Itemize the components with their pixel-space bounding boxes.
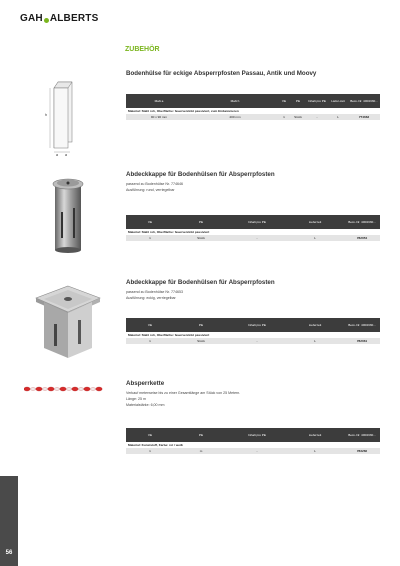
width-label-a: a — [56, 153, 58, 157]
material-row: Material: Stahl roh, Oberfläche: feuerverzinkt passiviert, zum Einbetonieren — [126, 108, 380, 114]
col-header: Best.-Nr. 4004330... — [344, 318, 380, 332]
cell: L — [286, 338, 344, 344]
cell: L — [286, 448, 344, 454]
cell: Stück — [290, 114, 306, 120]
desc-line: Ausführung: rund, verriegelbar — [126, 188, 175, 192]
cell: L — [328, 114, 348, 120]
article-number: 783266 — [344, 448, 380, 454]
article-number: 782054 — [344, 235, 380, 241]
article-number: 774663 — [348, 114, 380, 120]
cell: - — [228, 338, 286, 344]
col-header: PE — [174, 215, 228, 229]
col-header: Lieferzeit — [286, 318, 344, 332]
cell: - — [306, 114, 328, 120]
col-header: Inhalt pro PE — [228, 428, 286, 442]
chain-link — [36, 387, 42, 391]
material-row: Material: Stahl roh, Oberfläche: feuerverzinkt passiviert — [126, 229, 380, 235]
cell: Stück — [174, 338, 228, 344]
table-row — [126, 114, 380, 120]
col-header: Liefer-zeit — [328, 94, 348, 108]
col-header: VE — [278, 94, 290, 108]
cell: m — [174, 448, 228, 454]
table-header-row — [126, 215, 380, 229]
chain-link — [90, 388, 96, 390]
col-header: Best.-Nr. 4004330... — [348, 94, 380, 108]
logo-dot-icon — [44, 18, 49, 23]
col-header: Lieferzeit — [286, 215, 344, 229]
chain-link — [48, 387, 54, 391]
col-header: VE — [126, 215, 174, 229]
col-header: VE — [126, 428, 174, 442]
col-header: PE — [174, 428, 228, 442]
col-header: Inhalt pro PE — [228, 215, 286, 229]
product-title-ground-sleeve: Bodenhülse für eckige Absperrpfosten Passau, Antik und Moovy — [126, 70, 317, 77]
cell: 1 — [126, 338, 174, 344]
material-row: Material: Stahl roh, Oberfläche: feuerverzinkt passiviert — [126, 332, 380, 338]
table-header-row — [126, 428, 380, 442]
material-row: Material: Kunststoff, Farbe: rot / weiß — [126, 442, 380, 448]
chain-link — [96, 387, 102, 391]
cell: 1 — [126, 448, 174, 454]
chain-link — [60, 387, 66, 391]
table-row — [126, 448, 380, 454]
chain-link — [78, 388, 84, 390]
height-label: h — [45, 113, 47, 117]
desc-line: passend zu Bodenhülse Nr. 774646 — [126, 182, 183, 186]
cell: - — [228, 235, 286, 241]
cell: 90 x 90 mm — [126, 114, 192, 120]
cell: - — [228, 448, 286, 454]
logo-text-gah: GAH — [20, 12, 43, 24]
product-desc-square-cap — [126, 289, 183, 301]
col-header: Maß h — [192, 94, 278, 108]
desc-line: Verkauf meterweise bis zu einer Gesamtlänge am Stück von 25 Metern. — [126, 391, 241, 395]
cell: Stück — [174, 235, 228, 241]
cell: 1 — [278, 114, 290, 120]
cell: 400 mm — [192, 114, 278, 120]
product-desc-round-cap — [126, 181, 183, 193]
table-row — [126, 235, 380, 241]
col-header: Inhalt pro PE — [306, 94, 328, 108]
col-header: VE — [126, 318, 174, 332]
col-header: Maß a — [126, 94, 192, 108]
brand-logo — [20, 12, 98, 24]
table-header-row — [126, 94, 380, 108]
col-header: Best.-Nr. 4004330... — [344, 428, 380, 442]
chain-link — [66, 388, 72, 390]
product-title-chain: Absperrkette — [126, 380, 165, 387]
product-table-round-cap — [126, 215, 380, 241]
col-header: PE — [290, 94, 306, 108]
ground-sleeve-drawing — [40, 80, 90, 160]
desc-line: Länge: 25 m — [126, 397, 146, 401]
logo-text-alberts: ALBERTS — [49, 12, 99, 24]
col-header: Inhalt pro PE — [228, 318, 286, 332]
round-cap-image — [43, 172, 93, 254]
cell: 1 — [126, 235, 174, 241]
product-table-ground-sleeve — [126, 94, 380, 120]
product-title-round-cap: Abdeckkappe für Bodenhülsen für Absperrpfosten — [126, 171, 275, 178]
desc-line: Ausführung: eckig, verriegelbar — [126, 296, 176, 300]
width-label-b: a — [65, 153, 67, 157]
chain-link — [24, 387, 30, 391]
col-header: Best.-Nr. 4004330... — [344, 215, 380, 229]
article-number: 782061 — [344, 338, 380, 344]
section-title: ZUBEHÖR — [125, 46, 160, 53]
product-title-square-cap: Abdeckkappe für Bodenhülsen für Absperrpfosten — [126, 279, 275, 286]
chain-link — [72, 387, 78, 391]
col-header: Lieferzeit — [286, 428, 344, 442]
table-header-row — [126, 318, 380, 332]
chain-link — [84, 387, 90, 391]
chain-image — [24, 380, 104, 388]
product-table-chain — [126, 428, 380, 454]
product-table-square-cap — [126, 318, 380, 344]
desc-line: passend zu Bodenhülse Nr. 774653 — [126, 290, 183, 294]
chain-link — [54, 388, 60, 390]
desc-line: Materialstärke: 6,00 mm — [126, 403, 165, 407]
page-number: 56 — [5, 550, 13, 556]
square-cap-image — [32, 282, 104, 362]
product-desc-chain — [126, 390, 240, 408]
chain-link — [30, 388, 36, 390]
chain-link — [42, 388, 48, 390]
col-header: PE — [174, 318, 228, 332]
cell: L — [286, 235, 344, 241]
table-row — [126, 338, 380, 344]
